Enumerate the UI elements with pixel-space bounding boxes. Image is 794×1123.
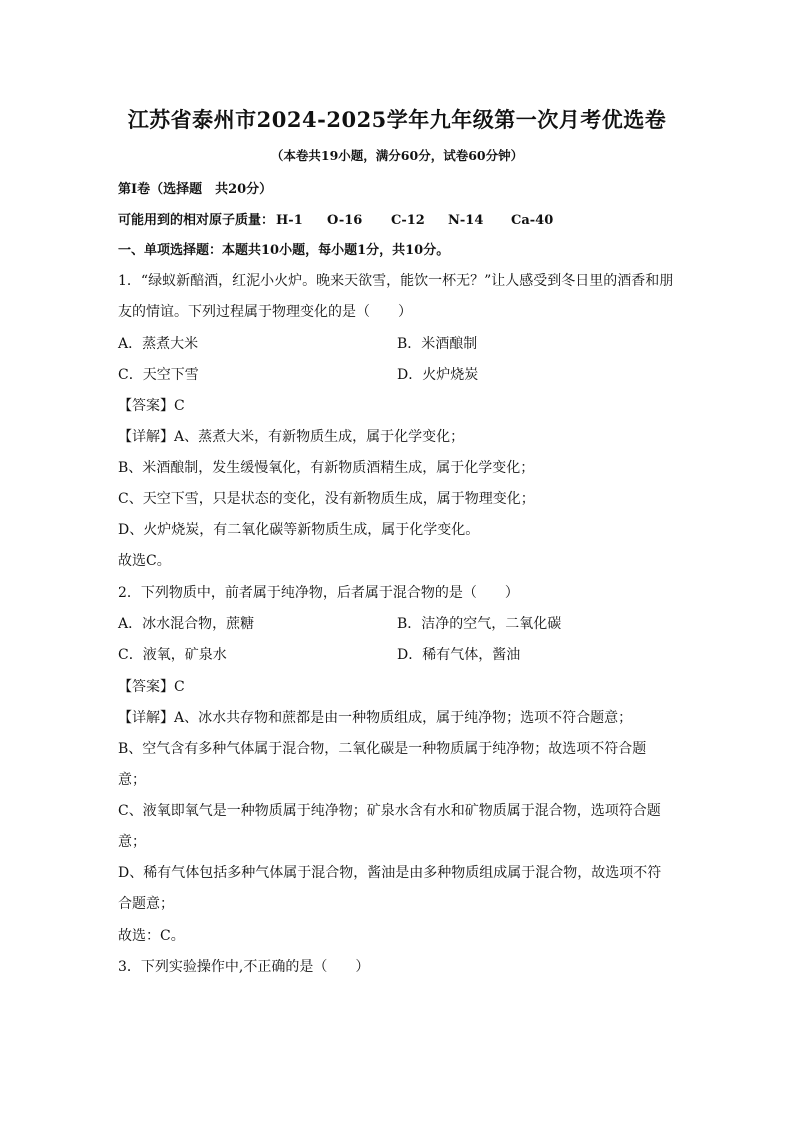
question-2-explanation: C、液氧即氧气是一种物质属于纯净物；矿泉水含有水和矿物质属于混合物，选项符合题 <box>118 803 661 819</box>
atomic-mass-item: H-1 <box>276 213 303 228</box>
question-2-stem: 2．下列物质中，前者属于纯净物，后者属于混合物的是（ ） <box>118 585 519 601</box>
atomic-mass-label: 可能用到的相对原子质量： <box>118 213 275 228</box>
exam-info: （本卷共19小题，满分60分，试卷60分钟） <box>270 148 524 163</box>
question-2-explanation: D、稀有气体包括多种气体属于混合物，酱油是由多种物质组成属于混合物，故选项不符 <box>118 865 662 881</box>
part-heading: 一、单项选择题：本题共10小题，每小题1分，共10分。 <box>118 243 450 258</box>
question-1-option-c: C．天空下雪 <box>118 367 199 383</box>
atomic-mass-row <box>118 209 553 228</box>
question-1-stem-line2: 友的情谊。下列过程属于物理变化的是（ ） <box>118 304 412 320</box>
question-1-option-a: A．蒸煮大米 <box>118 336 199 352</box>
question-2-option-d: D．稀有气体，酱油 <box>397 647 521 663</box>
question-1-explanation: B、米酒酿制，发生缓慢氧化，有新物质酒精生成，属于化学变化； <box>118 460 535 476</box>
atomic-mass-item: O-16 <box>327 213 363 228</box>
question-1-conclusion: 故选C。 <box>118 553 171 569</box>
question-2-explanation: 意； <box>118 834 146 850</box>
question-1-explanation: D、火炉烧炭，有二氧化碳等新物质生成，属于化学变化。 <box>118 522 480 538</box>
question-2-explanation: 【详解】A、冰水共存物和蔗都是由一种物质组成，属于纯净物；选项不符合题意； <box>118 710 633 726</box>
atomic-mass-item: Ca-40 <box>511 213 554 228</box>
section-heading: 第Ⅰ卷（选择题 共20分） <box>118 182 273 197</box>
question-2-explanation: 意； <box>118 772 146 788</box>
question-2-explanation: B、空气含有多种气体属于混合物，二氧化碳是一种物质属于纯净物；故选项不符合题 <box>118 741 647 757</box>
question-2-answer: 【答案】C <box>118 679 185 695</box>
question-1-stem-line1: 1．“绿蚁新醅酒，红泥小火炉。晚来天欲雪，能饮一杯无？”让人感受到冬日里的酒香和朋 <box>118 273 674 289</box>
question-2-option-b: B．洁净的空气，二氧化碳 <box>397 616 562 632</box>
page-title: 江苏省泰州市2024-2025学年九年级第一次月考优选卷 <box>127 107 667 132</box>
question-1-answer: 【答案】C <box>118 398 185 414</box>
question-1-explanation: C、天空下雪，只是状态的变化，没有新物质生成，属于物理变化； <box>118 491 535 507</box>
question-3-stem: 3．下列实验操作中,不正确的是（ ） <box>118 959 370 975</box>
question-1-explanation: 【详解】A、蒸煮大米，有新物质生成，属于化学变化； <box>118 429 465 445</box>
atomic-mass-item: C-12 <box>391 213 425 228</box>
question-2-explanation: 合题意； <box>118 896 174 912</box>
question-1-option-d: D．火炉烧炭 <box>397 367 479 383</box>
atomic-mass-item: N-14 <box>448 213 484 228</box>
question-2-option-c: C．液氧，矿泉水 <box>118 647 227 663</box>
question-1-option-b: B．米酒酿制 <box>397 336 478 352</box>
question-2-option-a: A．冰水混合物，蔗糖 <box>118 616 255 632</box>
question-2-conclusion: 故选：C。 <box>118 928 185 944</box>
